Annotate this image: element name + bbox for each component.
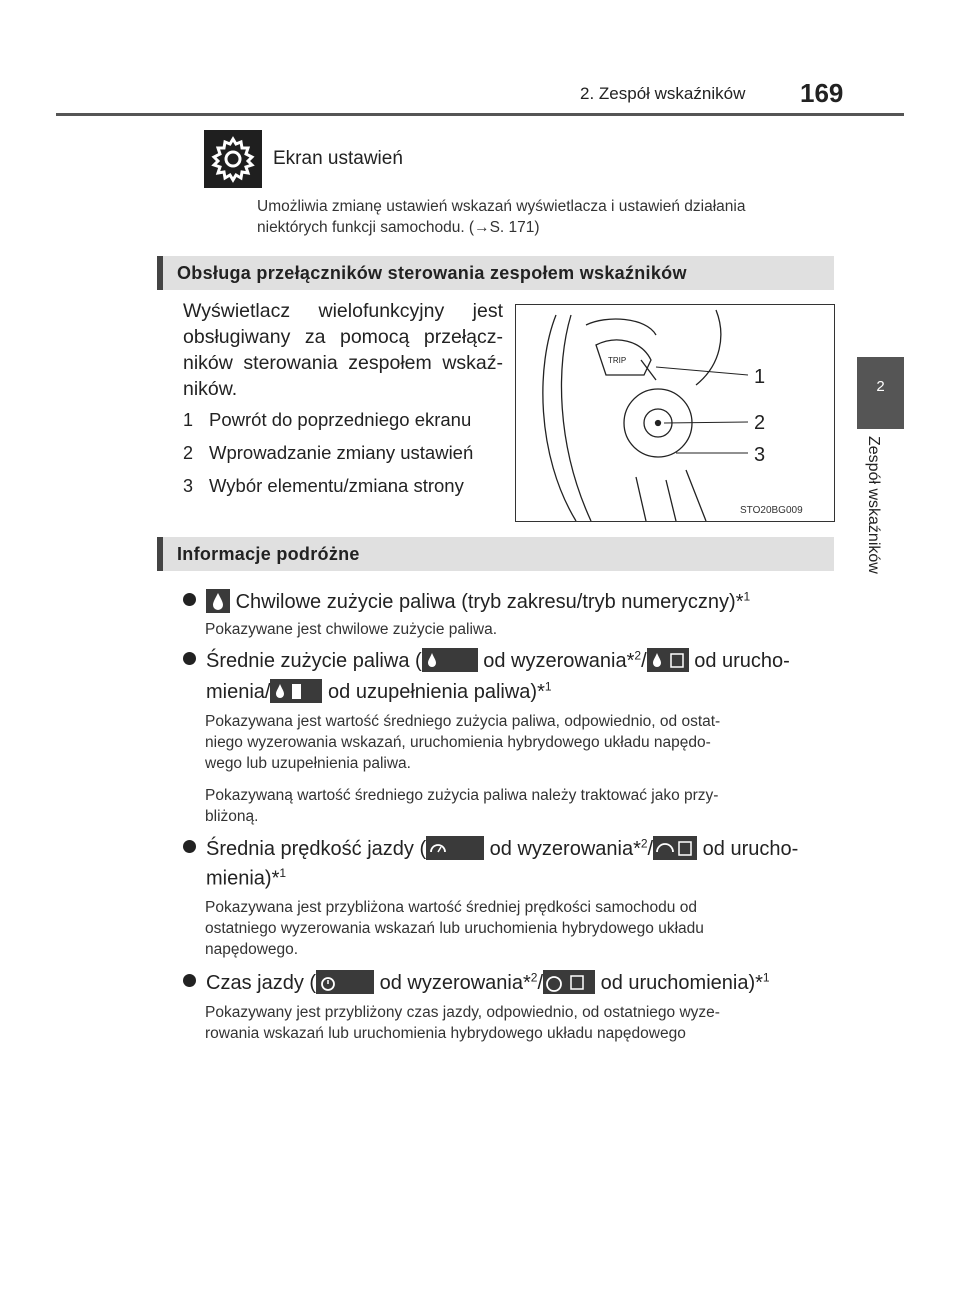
list-item-label: Powrót do poprzedniego ekranu	[209, 409, 472, 430]
callout-1: 1	[754, 366, 766, 388]
bullet-description-line: ostatniego wyzerowania wskazań lub uruchomienia hybrydowego układu	[205, 920, 704, 937]
footnote-marker: 1	[762, 970, 770, 985]
bullet-text: od wyzerowania*	[477, 650, 635, 672]
bullet-description-line: napędowego.	[205, 941, 299, 958]
callout-3: 3	[754, 444, 766, 466]
fuel-drop-icon	[206, 589, 230, 613]
settings-description	[257, 196, 835, 238]
bullet-text: od wyzerowania*	[484, 838, 641, 860]
bullet-description-line: Pokazywaną wartość średniego zużycia paliwa należy traktować jako przy-	[205, 787, 719, 804]
bullet-average-speed-line2	[183, 866, 286, 891]
footnote-marker: 1	[743, 589, 751, 604]
bullet-dot	[183, 974, 196, 987]
speedometer-icon	[426, 836, 484, 860]
bullet-average-speed	[183, 836, 798, 861]
bullet-text: od urucho-	[688, 650, 790, 672]
chapter-tab-number: 2	[876, 378, 885, 395]
bullet-dot	[183, 840, 196, 853]
bullet-description	[205, 897, 835, 960]
stopwatch-icon	[316, 970, 374, 994]
list-item	[183, 409, 471, 431]
footnote-marker: 2	[634, 648, 642, 663]
speedometer-start-icon	[653, 836, 697, 860]
callout-2: 2	[754, 412, 766, 434]
bullet-description	[205, 785, 835, 827]
footnote-marker: 1	[279, 866, 287, 880]
bullet-text: mienia)*	[206, 867, 280, 890]
steering-switch-illustration	[515, 304, 835, 522]
header-rule	[56, 113, 904, 116]
list-item-number: 1	[183, 410, 194, 430]
page-number: 169	[800, 78, 844, 108]
bullet-text: Chwilowe zużycie paliwa (tryb zakresu/tryb numeryczny)*	[235, 591, 744, 613]
footnote-marker: 1	[544, 679, 552, 694]
trip-label: TRIP	[608, 356, 627, 365]
gear-icon	[204, 130, 262, 188]
bullet-description-line: bliżoną.	[205, 808, 259, 825]
fuel-drop-start-icon	[647, 648, 689, 672]
bullet-description-line: rowania wskazań lub uruchomienia hybrydowego układu napędowego	[205, 1025, 686, 1042]
chapter-tab-label: Zespół wskaźników	[865, 436, 882, 574]
slash: /	[647, 838, 654, 860]
bullet-dot	[183, 593, 196, 606]
bullet-dot	[183, 652, 196, 665]
bullet-instant-fuel	[183, 589, 750, 614]
list-item-label: Wybór elementu/zmiana strony	[209, 475, 464, 496]
section-heading-trip-info	[157, 537, 834, 571]
bullet-text: od uzupełnienia paliwa)*	[322, 681, 545, 703]
bullet-text: od uruchomienia)*	[595, 972, 763, 994]
bullet-description-line: niego wyzerowania wskazań, uruchomienia hybrydowego układu napędo-	[205, 734, 711, 751]
bullet-average-fuel	[183, 648, 790, 673]
section-heading-text: Informacje podróżne	[177, 544, 360, 564]
bullet-description-line: wego lub uzupełnienia paliwa.	[205, 755, 411, 772]
section-heading-stripe	[157, 537, 163, 571]
bullet-description	[205, 1002, 835, 1044]
list-item-number: 2	[183, 443, 194, 463]
settings-screen-title: Ekran ustawień	[273, 148, 403, 169]
stopwatch-start-icon	[543, 970, 595, 994]
header-section-title: 2. Zespół wskaźników	[580, 84, 746, 103]
slash: /	[641, 650, 647, 672]
list-item	[183, 475, 464, 497]
list-item-number: 3	[183, 476, 194, 496]
fuel-drop-icon	[422, 648, 478, 672]
bullet-text: mienia/	[206, 681, 271, 703]
bullet-description: Pokazywane jest chwilowe zużycie paliwa.	[205, 621, 498, 638]
bullet-driving-time	[183, 970, 770, 995]
settings-description-line: Umożliwia zmianę ustawień wskazań wyświetlacza i ustawień działania	[257, 198, 746, 215]
section-heading-stripe	[157, 256, 163, 290]
bullet-average-fuel-line2	[183, 679, 552, 704]
bullet-text: Średnia prędkość jazdy (	[206, 838, 427, 860]
slash: /	[537, 972, 544, 994]
bullet-description-line: Pokazywany jest przybliżony czas jazdy, odpowiednio, od ostatniego wyze-	[205, 1004, 720, 1021]
bullet-text: od wyzerowania*	[374, 972, 531, 994]
footnote-marker: 2	[530, 970, 538, 985]
list-item-label: Wprowadzanie zmiany ustawień	[209, 442, 474, 463]
fuel-drop-pump-icon	[270, 679, 322, 703]
chapter-tab-label-wrap	[862, 436, 886, 606]
list-item	[183, 442, 473, 464]
switches-intro-paragraph: Wyświetlacz wielofunkcyjny jest obsługiwany za pomocą przełącz-ników sterowania zespołem wskaź-ników.	[183, 300, 503, 400]
section-heading-text: Obsługa przełączników sterowania zespołem wskaźników	[177, 263, 687, 283]
bullet-description	[205, 711, 835, 774]
bullet-description-line: Pokazywana jest przybliżona wartość średniej prędkości samochodu od	[205, 899, 697, 916]
bullet-description-line: Pokazywana jest wartość średniego zużycia paliwa, odpowiednio, od ostat-	[205, 713, 721, 730]
bullet-text: Czas jazdy (	[206, 972, 317, 994]
figure-code: STO20BG009	[740, 505, 803, 516]
bullet-text: od urucho-	[697, 838, 799, 860]
section-heading-switches	[157, 256, 834, 290]
settings-description-line: niektórych funkcji samochodu. (→S. 171)	[257, 219, 540, 236]
bullet-text: Średnie zużycie paliwa (	[206, 650, 422, 672]
footnote-marker: 2	[640, 836, 648, 851]
